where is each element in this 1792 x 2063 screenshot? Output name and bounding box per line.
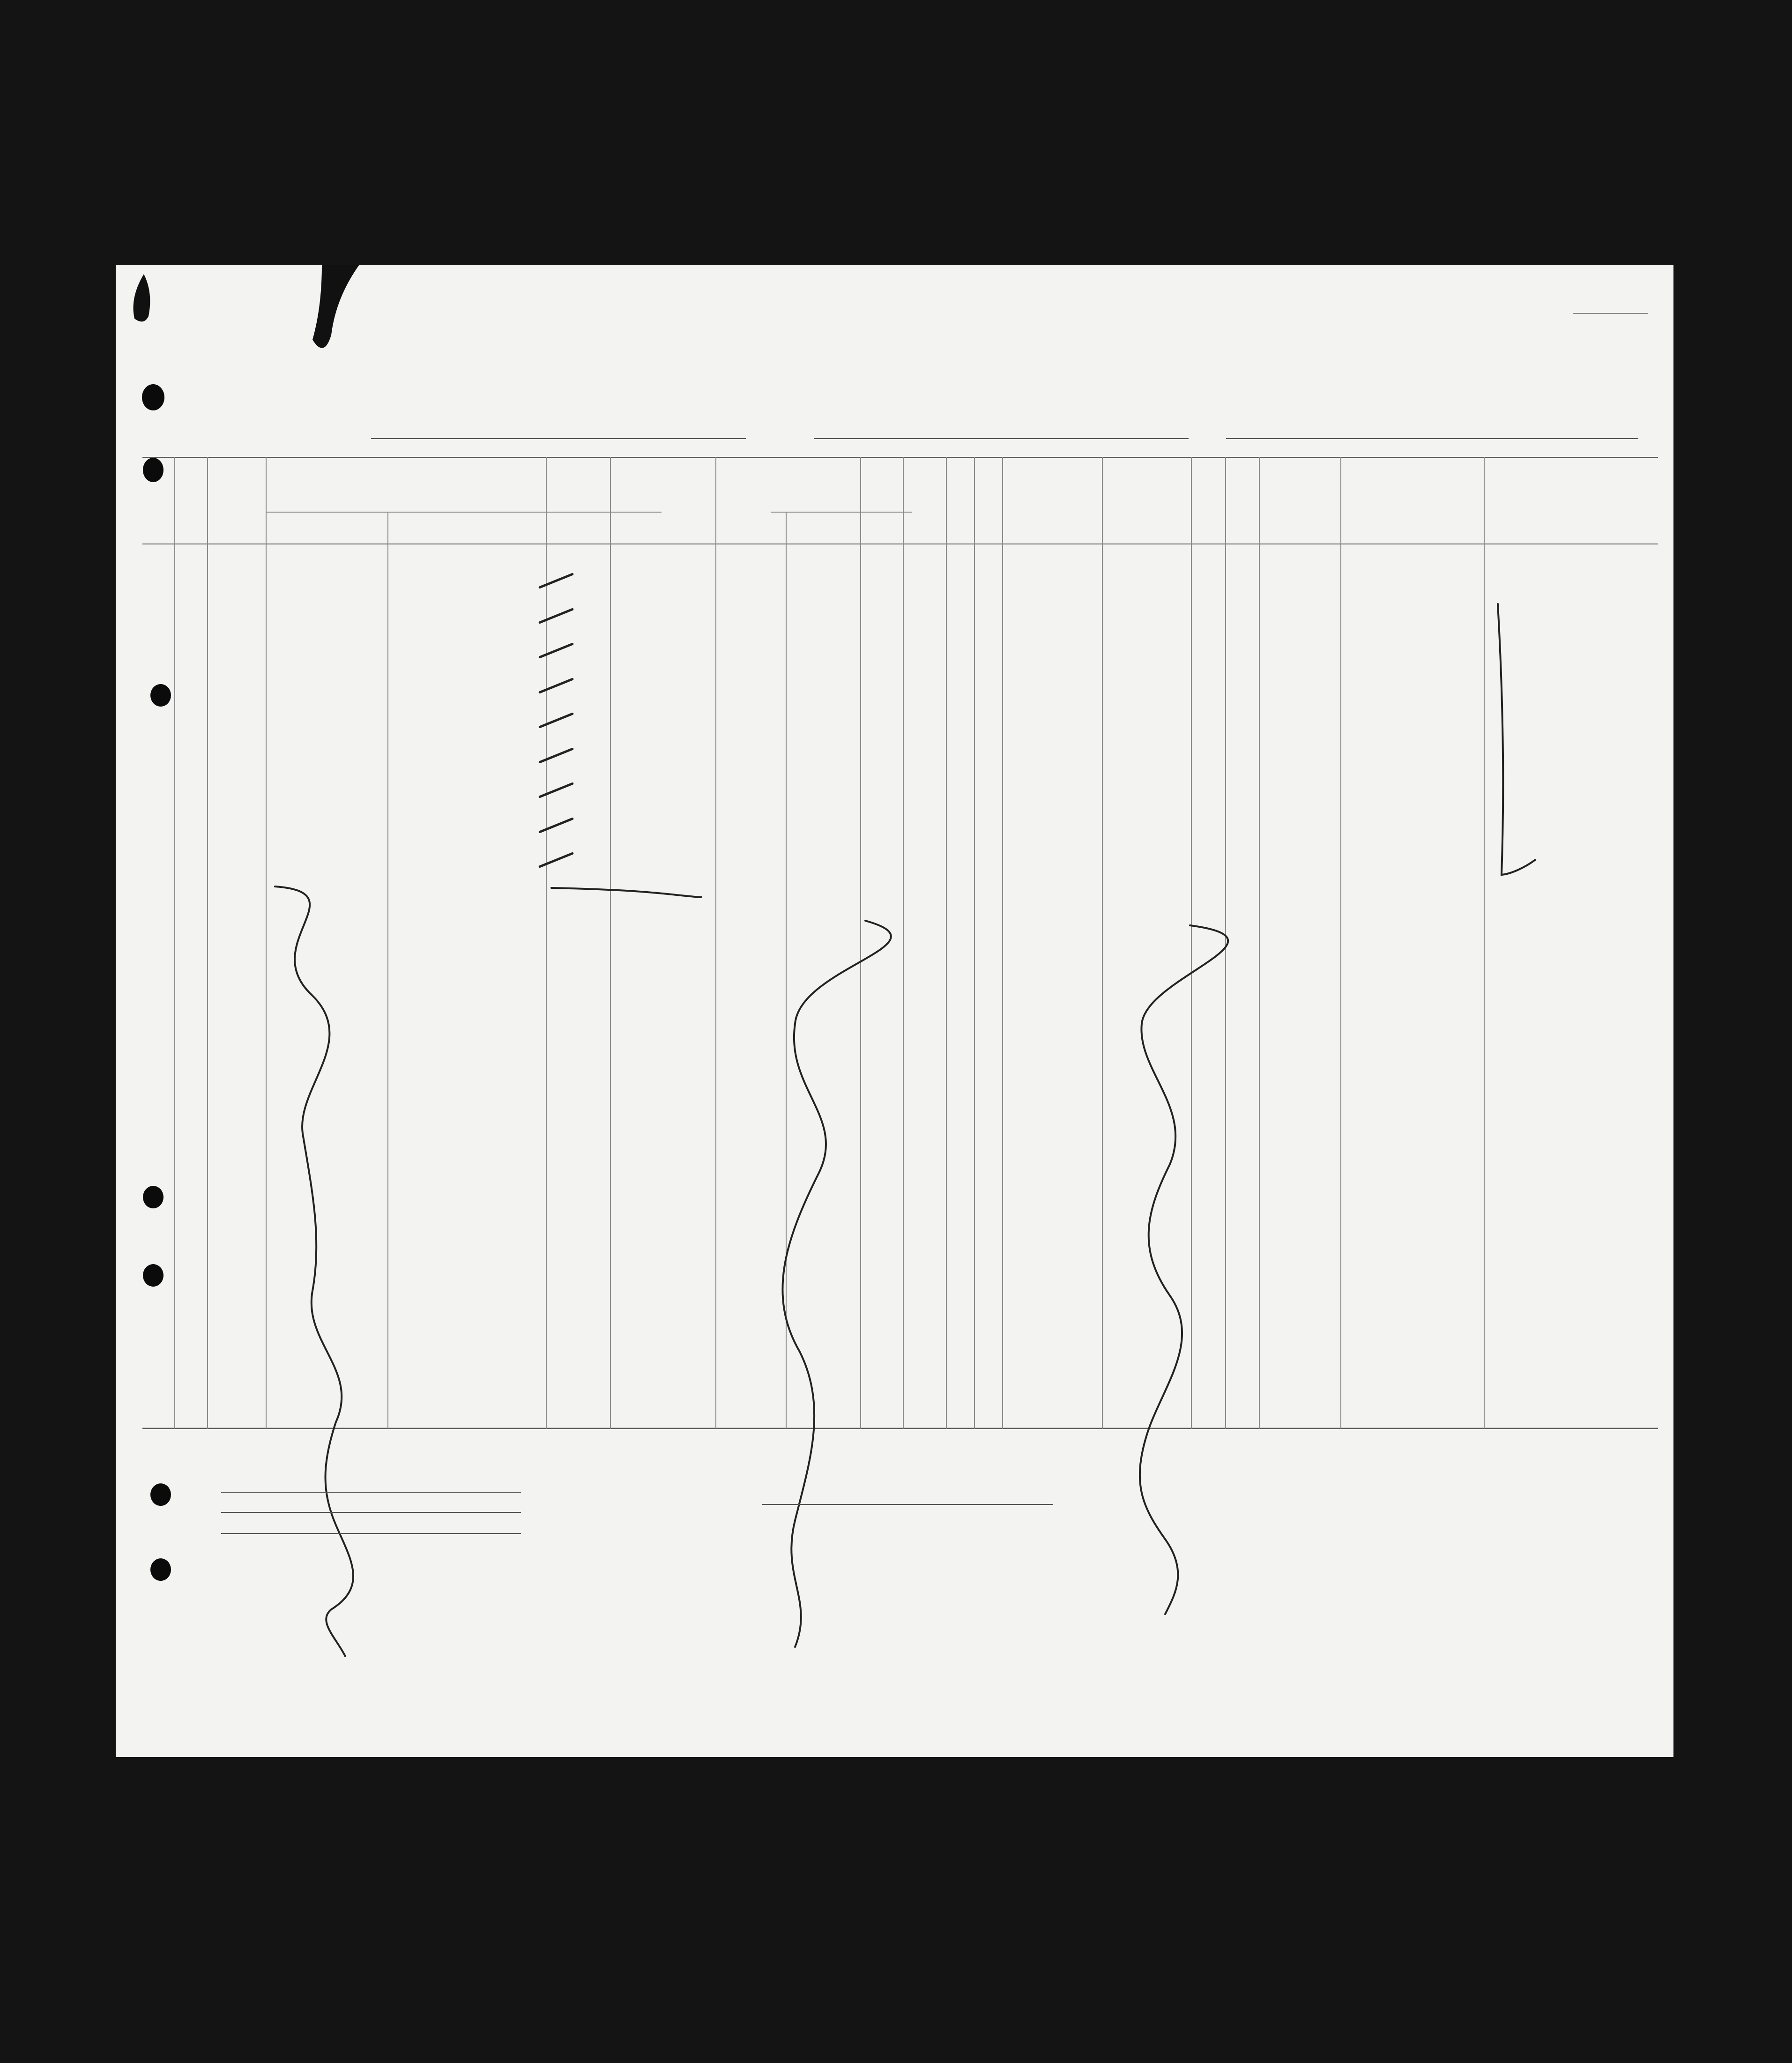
col-divider (266, 457, 267, 1429)
owners-underline (221, 1512, 521, 1513)
col-divider (610, 457, 611, 1429)
col-divider (1191, 457, 1192, 1429)
col-divider (546, 457, 547, 1429)
from-underline (1226, 438, 1638, 439)
col-divider (387, 512, 388, 1429)
col-divider (860, 457, 861, 1429)
manifest-sheet (116, 265, 1673, 1757)
col-divider (974, 457, 975, 1429)
col-divider (174, 457, 175, 1429)
port-underline (814, 438, 1189, 439)
vessel-underline (371, 438, 746, 439)
table-top-border (142, 457, 1658, 458)
name-subheader-rule (266, 512, 662, 513)
col-divider (1002, 457, 1003, 1429)
sheet-underline (1573, 313, 1648, 314)
col-divider (1484, 457, 1485, 1429)
col-divider (786, 512, 787, 1429)
line-underline (221, 1492, 521, 1493)
col-divider (1259, 457, 1260, 1429)
agents-underline (221, 1533, 521, 1534)
col-divider (715, 457, 716, 1429)
col-divider (903, 457, 904, 1429)
col-divider (1225, 457, 1226, 1429)
signature-underline (762, 1504, 1053, 1505)
col-divider (1102, 457, 1103, 1429)
table-bottom-border (142, 1428, 1658, 1429)
col-divider (1340, 457, 1341, 1429)
shipped-subheader-rule (771, 512, 912, 513)
col-divider (946, 457, 947, 1429)
col-divider (207, 457, 208, 1429)
